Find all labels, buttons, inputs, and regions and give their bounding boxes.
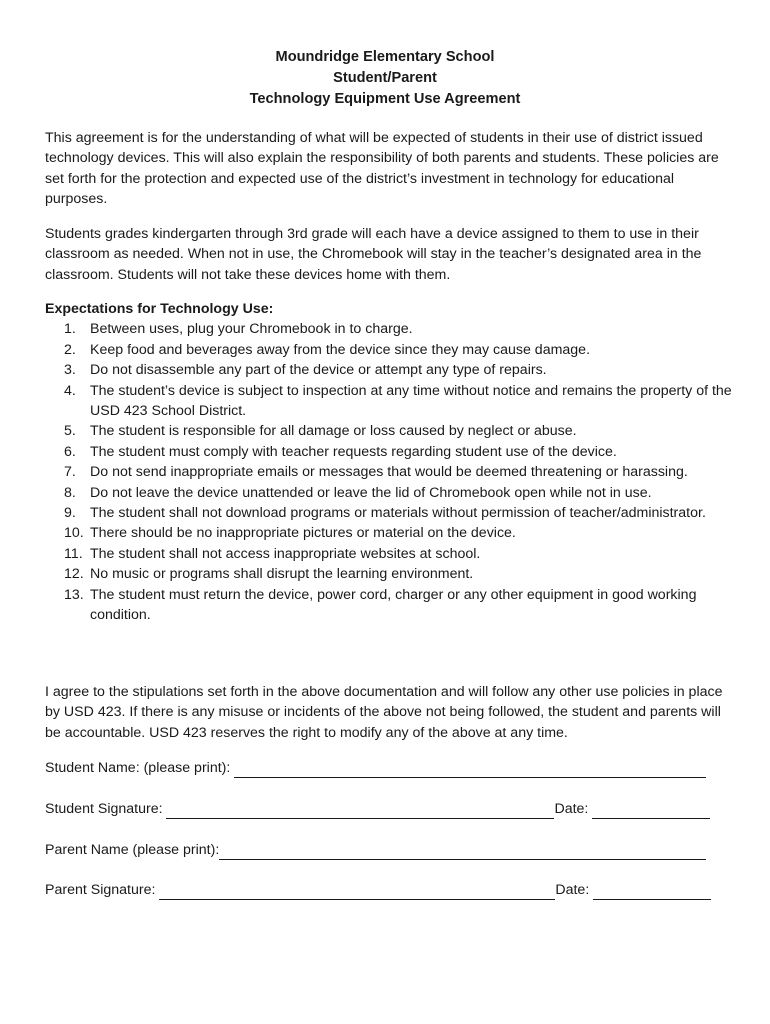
- parent-signature-row: [45, 880, 711, 900]
- list-item: [45, 564, 735, 584]
- student-name-row: [45, 758, 706, 778]
- list-item: [45, 503, 735, 523]
- list-item: [45, 483, 735, 503]
- list-item-text: Do not send inappropriate emails or messages that would be deemed threatening or harassing.: [90, 464, 688, 481]
- list-item-text: The student must return the device, power cord, charger or any other equipment in good working condition.: [90, 586, 697, 624]
- list-item: [45, 381, 735, 422]
- agreement-title: Technology Equipment Use Agreement: [249, 90, 521, 107]
- parent-name-label: Parent Name (please print):: [45, 842, 220, 858]
- parent-name-field[interactable]: [219, 844, 706, 860]
- list-item: [45, 421, 735, 441]
- list-item: [45, 319, 735, 339]
- student-date-field[interactable]: [592, 803, 710, 819]
- list-item-text: Between uses, plug your Chromebook in to charge.: [90, 321, 413, 338]
- list-item-number: 12.: [64, 566, 84, 583]
- list-item-text: Keep food and beverages away from the device since they may cause damage.: [90, 341, 591, 358]
- list-item: [45, 544, 735, 564]
- list-item-number: 7.: [64, 464, 76, 481]
- list-item-text: Do not leave the device unattended or leave the lid of Chromebook open while not in use.: [90, 484, 652, 501]
- student-date-label: Date:: [554, 801, 593, 817]
- student-name-label: Student Name: (please print):: [45, 760, 235, 776]
- list-item-text: The student is responsible for all damage or loss caused by neglect or abuse.: [90, 423, 577, 440]
- list-item-number: 13.: [64, 586, 84, 603]
- list-item-text: The student’s device is subject to inspection at any time without notice and remains the property of the USD 423 School District.: [90, 382, 732, 420]
- document-title-block: [0, 47, 770, 109]
- expectations-heading: Expectations for Technology Use:: [45, 301, 274, 317]
- student-signature-field[interactable]: [166, 803, 554, 819]
- expectations-list: [45, 319, 735, 625]
- list-item: [45, 442, 735, 462]
- intro-paragraph: This agreement is for the understanding of what will be expected of students in their use of district issued technology devices. This will also explain the responsibility of both parents and students. These policies are set forth for the protection and expected use of the district’s investment in technology for educational purposes.: [45, 130, 719, 208]
- parent-signature-label: Parent Signature:: [45, 882, 160, 898]
- list-item: [45, 462, 735, 482]
- student-signature-label: Student Signature:: [45, 801, 167, 817]
- expectations-section: [45, 299, 735, 626]
- grades-paragraph: Students grades kindergarten through 3rd grade will each have a device assigned to them to use in their classroom as needed. When not in use, the Chromebook will stay in the teacher’s designated area in the classroom. Students will not take these devices home with them.: [45, 226, 702, 283]
- list-item-text: The student must comply with teacher requests regarding student use of the device.: [90, 443, 617, 460]
- list-item-text: Do not disassemble any part of the device or attempt any type of repairs.: [90, 362, 547, 379]
- list-item-number: 3.: [64, 362, 76, 379]
- list-item-number: 2.: [64, 341, 76, 358]
- parent-name-row: [45, 840, 706, 860]
- list-item-text: The student shall not access inappropriate websites at school.: [90, 545, 481, 562]
- list-item-number: 8.: [64, 484, 76, 501]
- parent-signature-field[interactable]: [159, 884, 555, 900]
- list-item-number: 11.: [64, 545, 83, 562]
- student-signature-row: [45, 799, 710, 819]
- list-item: [45, 523, 735, 543]
- audience-line: Student/Parent: [333, 69, 437, 86]
- parent-date-label: Date:: [555, 882, 594, 898]
- list-item-text: No music or programs shall disrupt the learning environment.: [90, 566, 474, 583]
- list-item-number: 10.: [64, 525, 84, 542]
- agreement-paragraph: I agree to the stipulations set forth in the above documentation and will follow any other use policies in place by USD 423. If there is any misuse or incidents of the above not being followed, the student and parents will be accountable. USD 423 reserves the right to modify any of the above at any time.: [45, 684, 723, 741]
- list-item-text: There should be no inappropriate pictures or material on the device.: [90, 525, 516, 542]
- list-item: [45, 340, 735, 360]
- student-name-field[interactable]: [234, 762, 706, 778]
- list-item: [45, 360, 735, 380]
- school-name: Moundridge Elementary School: [275, 49, 495, 65]
- list-item: [45, 585, 735, 626]
- list-item-number: 1.: [64, 321, 76, 338]
- list-item-number: 4.: [64, 382, 76, 399]
- list-item-text: The student shall not download programs or materials without permission of teacher/administrator.: [90, 505, 706, 522]
- list-item-number: 6.: [64, 443, 76, 460]
- list-item-number: 9.: [64, 505, 76, 522]
- parent-date-field[interactable]: [593, 884, 711, 900]
- list-item-number: 5.: [64, 423, 76, 440]
